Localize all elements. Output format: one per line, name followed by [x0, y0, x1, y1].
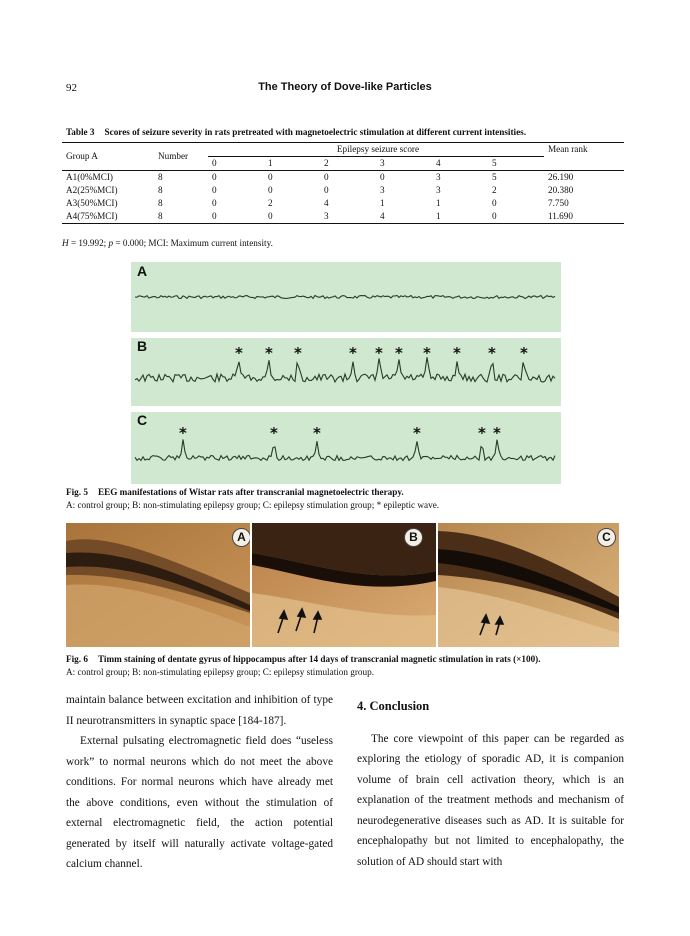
footnote-h: H: [62, 238, 69, 248]
cell-score: 1: [432, 210, 488, 224]
score-col-0: 0: [208, 157, 264, 171]
cell-score: 0: [492, 198, 497, 208]
section-heading: 4. Conclusion: [357, 699, 430, 713]
paragraph: maintain balance between excitation and inhibition of type II neurotransmitters in synaptic space [184-187].: [66, 694, 333, 727]
fig6-subcaption: A: control group; B: non-stimulating epilepsy group; C: epilepsy stimulation group.: [66, 667, 375, 677]
cell-score: 1: [380, 198, 385, 208]
cell-score: 2: [492, 185, 497, 195]
cell-score: 0: [268, 172, 273, 182]
cell-number: 8: [158, 172, 163, 182]
fig6-caption-text: Timm staining of dentate gyrus of hippocampus after 14 days of transcranial magnetic stimulation in rats (×100).: [97, 654, 541, 664]
running-title: The Theory of Dove-like Particles: [258, 81, 432, 93]
fig6-label: Fig. 6: [66, 654, 88, 664]
eeg-figure: [131, 262, 561, 484]
cell-score: 1: [436, 198, 441, 208]
epileptic-wave-marker: *: [453, 344, 461, 362]
epileptic-wave-marker: *: [179, 424, 187, 442]
timm-staining-figure: [66, 523, 619, 647]
table-row: [62, 210, 624, 224]
fig5-caption-text: EEG manifestations of Wistar rats after transcranial magnetoelectric therapy.: [97, 487, 404, 497]
cell-score: 0: [268, 185, 273, 195]
fig5-label: Fig. 5: [66, 487, 88, 497]
eeg-panel-a: [131, 262, 561, 332]
eeg-panel-c: [131, 412, 561, 484]
cell-score: 0: [212, 185, 217, 195]
score-col-2: 2: [320, 157, 376, 171]
epileptic-wave-marker: *: [488, 344, 496, 362]
histo-panel-b: [252, 523, 436, 647]
panel-label-b: B: [137, 338, 148, 354]
epileptic-wave-marker: *: [493, 424, 501, 442]
epileptic-wave-marker: *: [413, 424, 421, 442]
cell-score: 3: [380, 185, 385, 195]
cell-score: 0: [380, 172, 385, 182]
left-column: [66, 690, 333, 875]
cell-score: 0: [208, 210, 264, 224]
right-column: [357, 696, 624, 872]
cell-score: 4: [376, 210, 432, 224]
cell-score: 5: [492, 172, 497, 182]
header-epilepsy-score: Epilepsy seizure score: [208, 143, 544, 157]
cell-group: A2(25%MCI): [66, 185, 118, 195]
score-col-1: 1: [264, 157, 320, 171]
epileptic-wave-marker: *: [349, 344, 357, 362]
table-row: [62, 171, 624, 185]
cell-group: A4(75%MCI): [62, 210, 154, 224]
histo-panel-c: [438, 523, 619, 647]
header-group: Group A: [62, 143, 154, 171]
epileptic-wave-marker: *: [395, 344, 403, 362]
histo-label-b: B: [404, 528, 423, 547]
cell-score: 0: [212, 172, 217, 182]
header-mean-rank: Mean rank: [544, 143, 624, 157]
header-number: Number: [154, 143, 208, 171]
table-caption-text: Scores of seizure severity in rats pretreated with magnetoelectric stimulation at different current intensities.: [104, 127, 527, 137]
cell-group: A3(50%MCI): [66, 198, 118, 208]
eeg-trace-b: [131, 338, 561, 406]
epileptic-wave-marker: *: [375, 344, 383, 362]
score-col-4: 4: [432, 157, 488, 171]
epileptic-wave-marker: *: [313, 424, 321, 442]
footnote-p: p: [108, 238, 114, 248]
epileptic-wave-marker: *: [478, 424, 486, 442]
paragraph: External pulsating electromagnetic field does “useless work” to normal neurons which do not meet the above conditions. For normal neurons which have already met the above conditions, even without the stimulation of external electromagnetic field, the action potential generated by itself will naturally activate voltage-gated calcium channel.: [66, 735, 333, 870]
table-caption: [66, 127, 526, 137]
eeg-trace-c: [131, 412, 561, 484]
epileptic-wave-marker: *: [270, 424, 278, 442]
epileptic-wave-marker: *: [265, 344, 273, 362]
fig6-caption: [66, 654, 541, 664]
cell-score: 3: [436, 172, 441, 182]
cell-score: 0: [488, 210, 544, 224]
histo-panel-a: [66, 523, 250, 647]
epileptic-wave-marker: *: [423, 344, 431, 362]
score-col-3: 3: [376, 157, 432, 171]
cell-number: 8: [158, 198, 163, 208]
cell-score: 0: [324, 172, 329, 182]
cell-score: 0: [324, 185, 329, 195]
cell-score: 2: [268, 198, 273, 208]
panel-label-c: C: [137, 412, 148, 428]
seizure-score-table: [62, 142, 624, 224]
epileptic-wave-marker: *: [520, 344, 528, 362]
cell-number: 8: [158, 185, 163, 195]
histo-label-c: C: [597, 528, 616, 547]
eeg-panel-b: [131, 338, 561, 406]
epileptic-wave-marker: *: [235, 344, 243, 362]
cell-mean-rank: 20.380: [548, 185, 574, 195]
table-footnote: H = 19.992; p = 0.000; MCI: Maximum current intensity.: [62, 238, 273, 248]
cell-score: 3: [436, 185, 441, 195]
cell-mean-rank: 11.690: [544, 210, 624, 224]
paragraph: The core viewpoint of this paper can be regarded as exploring the etiology of sporadic AD, it is companion volume of brain cell activation theory, which is an explanation of the treatment methods and mechanism of neurodegenerative diseases such as AD. It is suitable for encephalopathy but not limited to encephalopathy, the solution of AD should start with: [357, 732, 624, 868]
eeg-trace-a: [131, 262, 561, 332]
fig5-subcaption: A: control group; B: non-stimulating epilepsy group; C: epilepsy stimulation group; * epileptic wave.: [66, 500, 440, 510]
histo-label-a: A: [232, 528, 250, 547]
score-col-5: 5: [488, 157, 544, 171]
table-label: Table 3: [66, 127, 95, 137]
panel-label-a: A: [137, 263, 148, 279]
histo-image-a: [66, 523, 250, 647]
cell-score: 0: [212, 198, 217, 208]
fig5-caption: [66, 487, 404, 497]
cell-group: A1(0%MCI): [66, 172, 113, 182]
table-row: [62, 197, 624, 210]
cell-score: 4: [324, 198, 329, 208]
cell-score: 3: [320, 210, 376, 224]
table-row: [62, 184, 624, 197]
cell-mean-rank: 7.750: [548, 198, 569, 208]
page-number: 92: [66, 82, 77, 94]
cell-mean-rank: 26.190: [548, 172, 574, 182]
histo-image-c: [438, 523, 619, 647]
cell-score: 0: [264, 210, 320, 224]
cell-number: 8: [154, 210, 208, 224]
epileptic-wave-marker: *: [294, 344, 302, 362]
